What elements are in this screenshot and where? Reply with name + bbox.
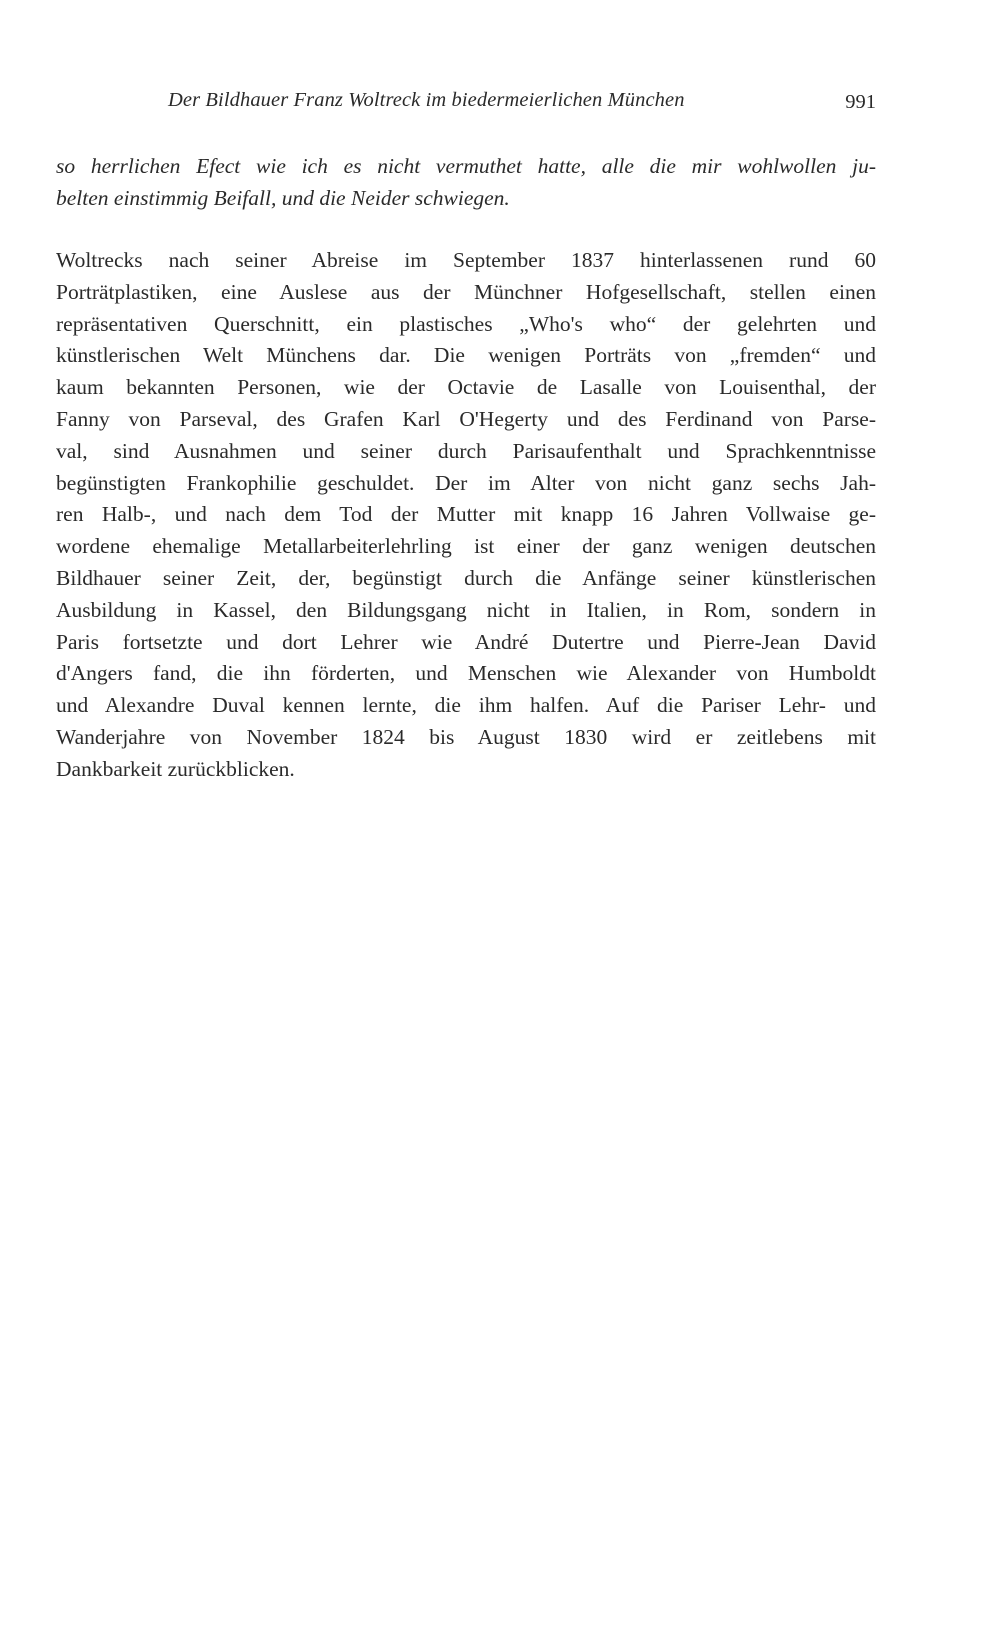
paragraph-line: Wanderjahre von November 1824 bis August 1830 wird er zeitlebens mit	[56, 724, 876, 749]
paragraph-line: Porträtplastiken, eine Auslese aus der Münchner Hofgesellschaft, stellen einen	[56, 279, 876, 304]
quote-line: so herrlichen Efect wie ich es nicht vermuthet hatte, alle die mir wohlwollen ju-	[56, 154, 876, 178]
paragraph-line: Bildhauer seiner Zeit, der, begünstigt durch die Anfänge seiner künstlerischen	[56, 565, 876, 590]
running-head	[56, 89, 876, 119]
paragraph-line: repräsentativen Querschnitt, ein plastisches „Who's who“ der gelehrten und	[56, 311, 876, 336]
paragraph-line: Paris fortsetzte und dort Lehrer wie André Dutertre und Pierre-Jean David	[56, 629, 876, 654]
paragraph-line: Dankbarkeit zurückblicken.	[56, 756, 295, 781]
paragraph-line: begünstigten Frankophilie geschuldet. Der im Alter von nicht ganz sechs Jah-	[56, 470, 876, 495]
paragraph-line: und Alexandre Duval kennen lernte, die ihm halfen. Auf die Pariser Lehr- und	[56, 693, 876, 718]
running-title: Der Bildhauer Franz Woltreck im biedermeierlichen München	[168, 89, 685, 111]
paragraph-line: wordene ehemalige Metallarbeiterlehrling ist einer der ganz wenigen deutschen	[56, 534, 876, 559]
quote-block	[56, 151, 876, 215]
paragraph-line: kaum bekannten Personen, wie der Octavie de Lasalle von Louisenthal, der	[56, 375, 876, 400]
body-paragraph	[56, 245, 876, 786]
paragraph-line: künstlerischen Welt Münchens dar. Die wenigen Porträts von „fremden“ und	[56, 343, 876, 368]
paragraph-line: Woltrecks nach seiner Abreise im September 1837 hinterlassenen rund 60	[56, 248, 876, 272]
paragraph-line: Ausbildung in Kassel, den Bildungsgang nicht in Italien, in Rom, sondern in	[56, 597, 876, 622]
paragraph-line: val, sind Ausnahmen und seiner durch Parisaufenthalt und Sprachkenntnisse	[56, 438, 876, 463]
page-number: 991	[845, 91, 876, 113]
quote-line: belten einstimmig Beifall, und die Neider schwiegen.	[56, 185, 510, 210]
paragraph-line: d'Angers fand, die ihn förderten, und Menschen wie Alexander von Humboldt	[56, 661, 876, 686]
paragraph-line: Fanny von Parseval, des Grafen Karl O'Hegerty und des Ferdinand von Parse-	[56, 406, 876, 431]
paragraph-line: ren Halb-, und nach dem Tod der Mutter mit knapp 16 Jahren Vollwaise ge-	[56, 502, 876, 527]
